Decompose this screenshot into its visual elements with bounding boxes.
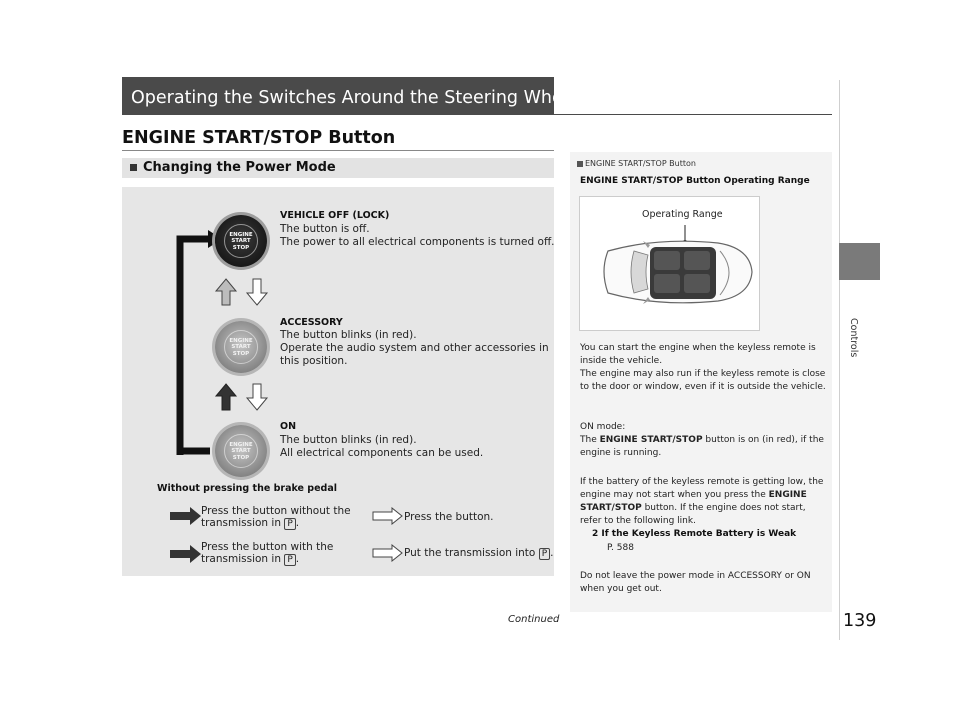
up-arrow-filled-icon xyxy=(216,384,236,410)
note-paragraph-2: The engine may also run if the keyless remote is close to the door or window, even if it is outside the vehicle. xyxy=(580,369,826,392)
note-paragraph-5: Do not leave the power mode in ACCESSORY or ON when you get out. xyxy=(580,571,811,594)
note-paragraph-1: You can start the engine when the keyless remote is inside the vehicle. xyxy=(580,343,816,366)
note-label: ENGINE START/STOP Button xyxy=(577,159,696,168)
continued-label: Continued xyxy=(508,614,560,625)
outline-arrow-icon xyxy=(372,507,404,525)
start-button-off-icon: ENGINE START STOP xyxy=(215,215,267,267)
note-paragraph-4: If the battery of the keyless remote is getting low, the engine may not start when you press the ENGINE START/STOP button. If the engine does not start, refer to the following link. xyxy=(580,477,824,526)
start-button-accessory-icon: ENGINE START STOP xyxy=(215,321,267,373)
side-tab-marker xyxy=(839,243,880,280)
gear-p-badge: P xyxy=(284,554,295,566)
down-arrow-icon xyxy=(247,279,267,305)
legend-item1-text: Press the button without the transmission in P . xyxy=(201,505,351,529)
mode-label-on: ON xyxy=(280,421,297,432)
heading-rule xyxy=(122,150,554,151)
mode-desc-on: The button blinks (in red). All electrical components can be used. xyxy=(280,434,484,459)
filled-arrow-icon xyxy=(170,545,202,563)
note-paragraph-3: ON mode: The ENGINE START/STOP button is on (in red), if the engine is running. xyxy=(580,422,824,458)
section-title-rule xyxy=(554,114,832,115)
note-heading: ENGINE START/STOP Button Operating Range xyxy=(580,176,810,186)
gear-p-badge: P xyxy=(284,518,295,530)
filled-arrow-icon xyxy=(170,507,202,525)
note-marker-icon xyxy=(577,161,583,167)
subsection-title-text: Changing the Power Mode xyxy=(143,160,336,175)
legend-item2-text: Press the button with the transmission in P . xyxy=(201,541,334,565)
gear-p-badge: P xyxy=(539,548,550,560)
side-tab-label: Controls xyxy=(848,318,859,358)
note-link-text[interactable]: If the Keyless Remote Battery is Weak xyxy=(601,529,797,539)
page-number: 139 xyxy=(843,611,877,631)
link-marker-icon: 2 xyxy=(592,529,599,539)
page-heading: ENGINE START/STOP Button xyxy=(122,128,396,148)
cycle-bracket xyxy=(180,239,210,455)
mode-desc-accessory: The button blinks (in red). Operate the audio system and other accessories in this position. xyxy=(280,329,549,367)
up-arrow-icon xyxy=(216,279,236,305)
mode-label-accessory: ACCESSORY xyxy=(280,317,343,328)
start-button-on-icon: ENGINE START STOP xyxy=(215,425,267,477)
legend-item1-result: Press the button. xyxy=(404,511,494,523)
car-top-view-image xyxy=(588,221,753,321)
subsection-title xyxy=(130,160,336,175)
side-tab-rule xyxy=(839,80,840,640)
note-link-page[interactable]: P. 588 xyxy=(607,543,634,553)
square-bullet-icon xyxy=(130,164,137,171)
legend-item2-result: Put the transmission into P . xyxy=(404,547,554,559)
mode-desc-off: The button is off. The power to all electrical components is turned off. xyxy=(280,223,555,248)
operating-range-figure xyxy=(579,196,760,331)
mode-label-off: VEHICLE OFF (LOCK) xyxy=(280,210,390,221)
legend-caption: Without pressing the brake pedal xyxy=(157,483,338,494)
down-arrow-icon xyxy=(247,384,267,410)
note-link[interactable] xyxy=(592,529,796,539)
outline-arrow-icon xyxy=(372,544,404,562)
operating-range-caption: Operating Range xyxy=(642,209,723,220)
section-title: Operating the Switches Around the Steering Wheel xyxy=(131,88,579,108)
